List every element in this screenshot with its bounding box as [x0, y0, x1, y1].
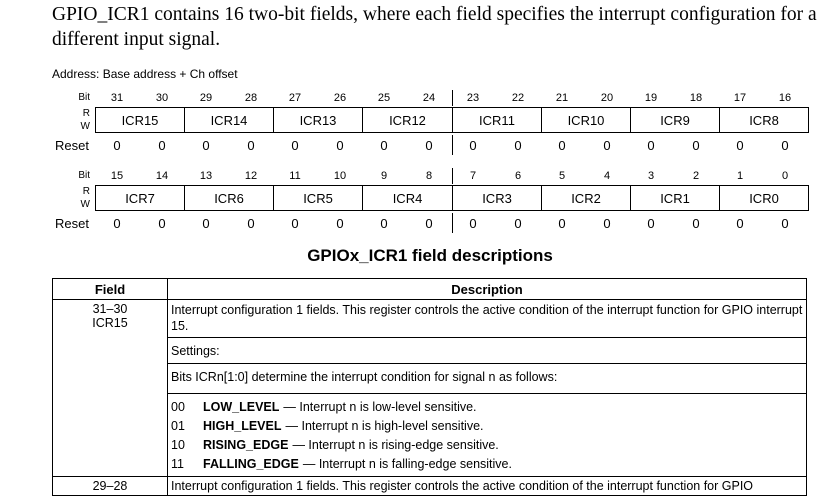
setting-code: 01 — [171, 419, 185, 433]
reset-value: 0 — [247, 138, 255, 153]
reset-value: 0 — [247, 216, 255, 231]
reset-value: 0 — [113, 138, 121, 153]
bit-number: 27 — [288, 92, 302, 104]
setting-name: LOW_LEVEL — [203, 400, 280, 414]
reset-value: 0 — [380, 216, 388, 231]
bit-number: 29 — [199, 92, 213, 104]
bit-number: 19 — [644, 92, 658, 104]
bit-number: 8 — [425, 170, 433, 182]
reset-value: 0 — [736, 138, 744, 153]
header-description: Description — [168, 279, 807, 300]
reset-value: 0 — [469, 138, 477, 153]
description-cell — [168, 300, 807, 477]
field-bits: 31–30 — [92, 302, 128, 316]
field-icr0: ICR0 — [719, 185, 809, 211]
bit-number: 21 — [555, 92, 569, 104]
setting-text: — Interrupt n is low-level sensitive. — [283, 400, 477, 414]
reset-value: 0 — [291, 216, 299, 231]
intro-paragraph: GPIO_ICR1 contains 16 two-bit fields, where each field specifies the interrupt configuration for a different input signal. — [52, 4, 817, 50]
half-separator — [452, 213, 453, 233]
bit-label: Bit — [78, 170, 90, 181]
w-label: W — [80, 199, 90, 210]
description-text: Interrupt configuration 1 fields. This register controls the active condition of the interrupt function for GPIO interrupt 15. — [168, 300, 806, 338]
reset-value: 0 — [202, 216, 210, 231]
field-icr2: ICR2 — [541, 185, 631, 211]
table-title: GPIOx_ICR1 field descriptions — [307, 246, 553, 265]
field-icr10: ICR10 — [541, 107, 631, 133]
reset-value: 0 — [336, 138, 344, 153]
reset-value: 0 — [336, 216, 344, 231]
reset-value: 0 — [158, 216, 166, 231]
bit-number: 0 — [781, 170, 789, 182]
reset-value: 0 — [514, 216, 522, 231]
field-cell — [53, 300, 168, 477]
reset-value: 0 — [380, 138, 388, 153]
bit-number: 30 — [155, 92, 169, 104]
setting-code: 00 — [171, 400, 185, 414]
reset-label: Reset — [55, 216, 89, 231]
bit-number: 13 — [199, 170, 213, 182]
reset-value: 0 — [514, 138, 522, 153]
bit-number: 23 — [466, 92, 480, 104]
reset-value: 0 — [647, 138, 655, 153]
reset-value: 0 — [781, 216, 789, 231]
reset-value: 0 — [291, 138, 299, 153]
bit-number: 2 — [692, 170, 700, 182]
field-icr9: ICR9 — [630, 107, 720, 133]
bit-number: 11 — [289, 170, 301, 182]
setting-row — [171, 455, 803, 474]
reset-value: 0 — [603, 138, 611, 153]
settings-heading: Settings: — [168, 338, 806, 364]
setting-name: FALLING_EDGE — [203, 457, 299, 471]
reset-value: 0 — [558, 216, 566, 231]
reset-value: 0 — [425, 138, 433, 153]
field-icr4: ICR4 — [362, 185, 453, 211]
field-icr5: ICR5 — [273, 185, 363, 211]
reset-value: 0 — [781, 138, 789, 153]
reset-value: 0 — [113, 216, 121, 231]
field-icr8: ICR8 — [719, 107, 809, 133]
bit-number: 1 — [736, 170, 744, 182]
half-separator — [452, 168, 453, 184]
setting-row — [171, 417, 803, 436]
setting-text: — Interrupt n is high-level sensitive. — [285, 419, 484, 433]
field-icr11: ICR11 — [452, 107, 542, 133]
reset-label: Reset — [55, 138, 89, 153]
setting-text: — Interrupt n is rising-edge sensitive. — [292, 438, 499, 452]
bit-number: 12 — [244, 170, 258, 182]
field-descriptions-table — [52, 278, 807, 496]
reset-value: 0 — [692, 138, 700, 153]
setting-name: RISING_EDGE — [203, 438, 289, 452]
bit-number: 4 — [603, 170, 611, 182]
register-lower — [0, 166, 838, 236]
reset-value: 0 — [692, 216, 700, 231]
bit-number: 15 — [110, 170, 124, 182]
bit-number: 17 — [733, 92, 747, 104]
field-bits: 29–28 — [92, 479, 128, 493]
reset-value: 0 — [603, 216, 611, 231]
setting-row — [171, 398, 803, 417]
reset-value: 0 — [425, 216, 433, 231]
field-name: ICR15 — [92, 316, 128, 330]
bit-number: 31 — [110, 92, 124, 104]
bit-number: 22 — [511, 92, 525, 104]
r-label: R — [82, 108, 90, 119]
bit-number: 18 — [689, 92, 703, 104]
bit-number: 14 — [155, 170, 169, 182]
half-separator — [452, 90, 453, 106]
register-upper — [0, 88, 838, 158]
half-separator — [452, 135, 453, 155]
bit-number: 3 — [647, 170, 655, 182]
bit-number: 25 — [377, 92, 391, 104]
setting-code: 10 — [171, 438, 185, 452]
reset-value: 0 — [647, 216, 655, 231]
bit-label: Bit — [78, 92, 90, 103]
field-icr15: ICR15 — [95, 107, 185, 133]
description-text: Interrupt configuration 1 fields. This register controls the active condition of the interrupt function for GPIO — [171, 479, 754, 493]
bit-number: 16 — [778, 92, 792, 104]
field-icr13: ICR13 — [273, 107, 363, 133]
setting-text: — Interrupt n is falling-edge sensitive. — [302, 457, 512, 471]
bit-number: 24 — [422, 92, 436, 104]
bit-number: 20 — [600, 92, 614, 104]
reset-value: 0 — [736, 216, 744, 231]
reset-value: 0 — [158, 138, 166, 153]
bit-number: 26 — [333, 92, 347, 104]
reset-value: 0 — [469, 216, 477, 231]
table-row — [53, 300, 807, 477]
field-icr14: ICR14 — [184, 107, 274, 133]
bit-number: 5 — [558, 170, 566, 182]
bit-number: 7 — [469, 170, 477, 182]
field-icr7: ICR7 — [95, 185, 185, 211]
field-icr3: ICR3 — [452, 185, 542, 211]
field-icr1: ICR1 — [630, 185, 720, 211]
setting-name: HIGH_LEVEL — [203, 419, 282, 433]
setting-code: 11 — [171, 457, 184, 471]
settings-list — [168, 394, 806, 476]
reset-value: 0 — [558, 138, 566, 153]
bit-number: 10 — [333, 170, 347, 182]
field-icr12: ICR12 — [362, 107, 453, 133]
table-header-row — [53, 279, 807, 300]
w-label: W — [80, 121, 90, 132]
reset-value: 0 — [202, 138, 210, 153]
field-icr6: ICR6 — [184, 185, 274, 211]
bit-number: 6 — [514, 170, 522, 182]
settings-intro: Bits ICRn[1:0] determine the interrupt condition for signal n as follows: — [168, 364, 806, 394]
header-field: Field — [53, 279, 168, 300]
setting-row — [171, 436, 803, 455]
bit-number: 9 — [380, 170, 388, 182]
bit-number: 28 — [244, 92, 258, 104]
address-text: Address: Base address + Ch offset — [52, 67, 238, 81]
r-label: R — [82, 186, 90, 197]
